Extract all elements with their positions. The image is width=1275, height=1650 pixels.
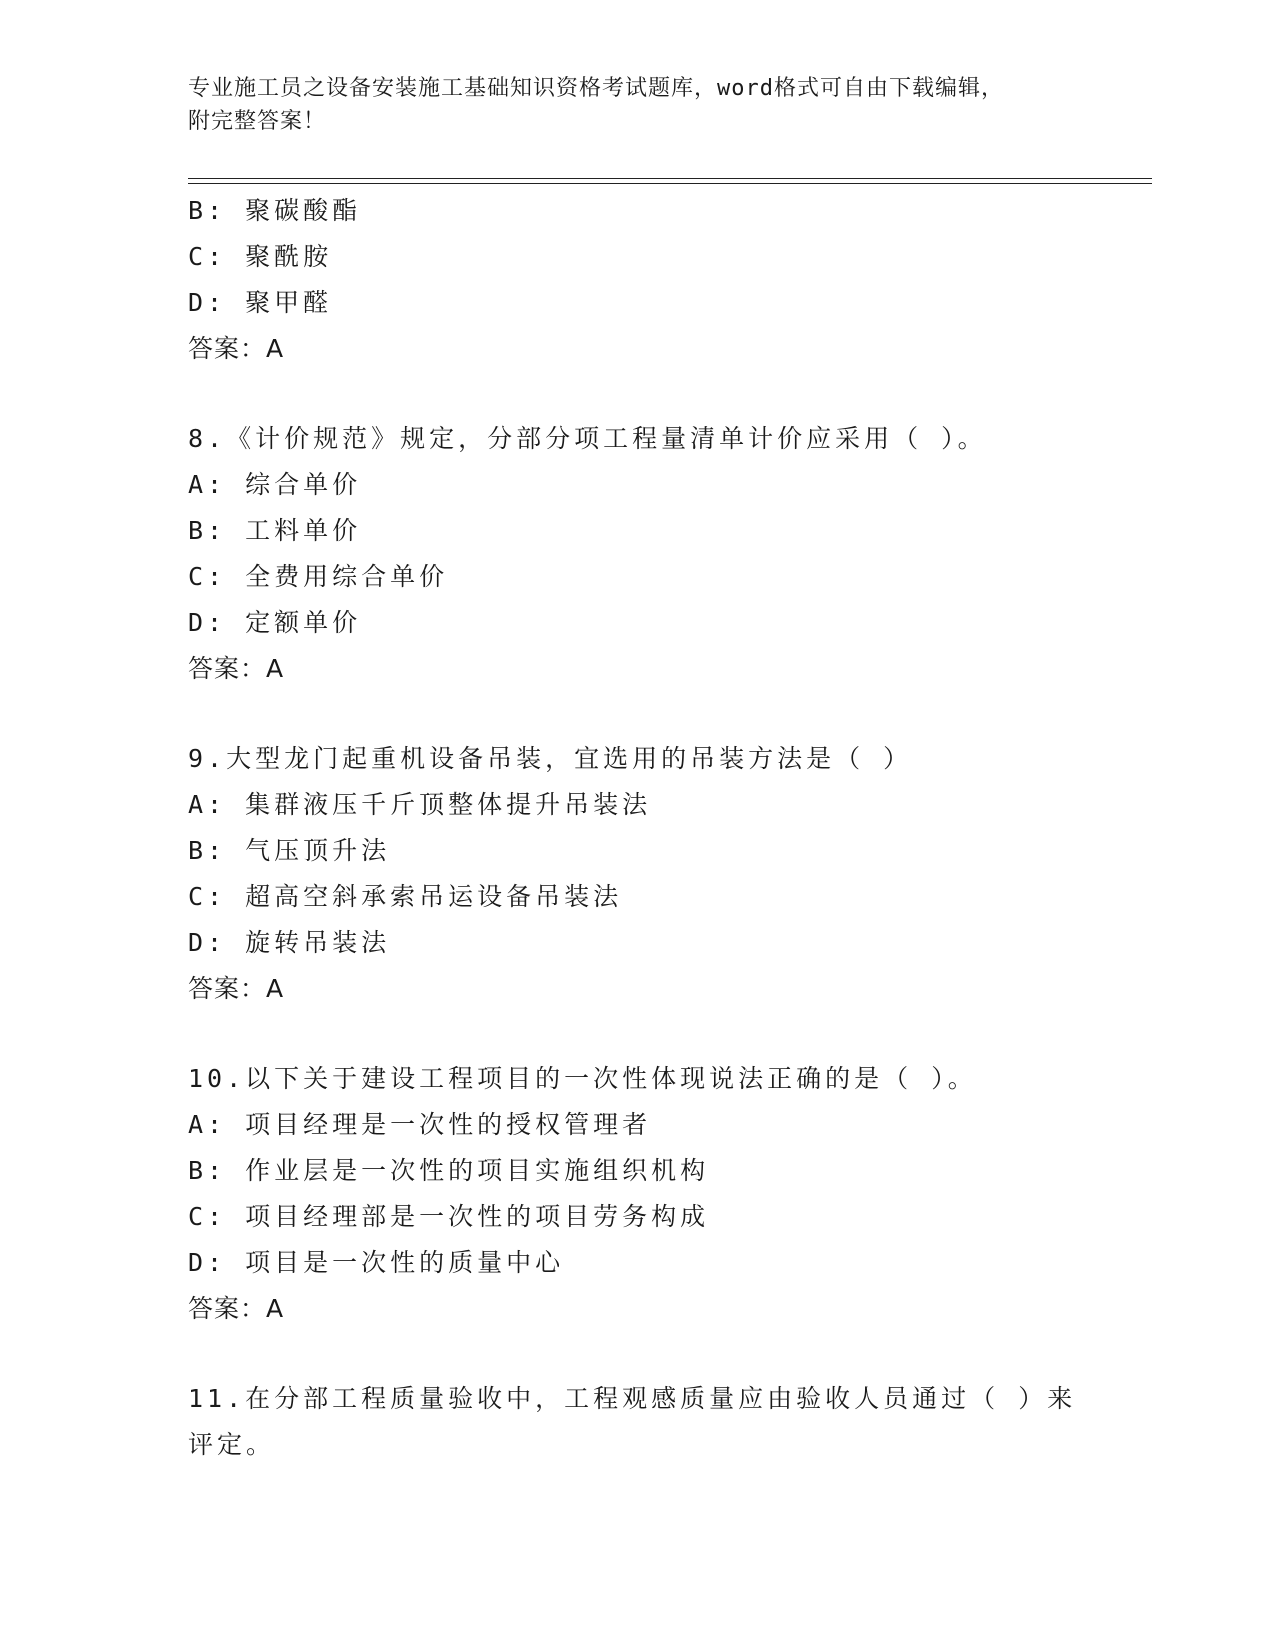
option-c: C: 超高空斜承索吊运设备吊装法: [188, 882, 623, 911]
header-divider-top: [188, 178, 1152, 179]
option-d: D: 定额单价: [188, 608, 362, 637]
answer-line: 答案：A: [188, 334, 285, 363]
option-c: C: 全费用综合单价: [188, 562, 449, 591]
question-stem-line-1: 11.在分部工程质量验收中，工程观感质量应由验收人员通过（ ）来: [188, 1384, 1077, 1413]
option-d: D: 旋转吊装法: [188, 928, 391, 957]
question-stem-line-2: 评定。: [188, 1430, 276, 1459]
option-b: B: 工料单价: [188, 516, 362, 545]
answer-line: 答案：A: [188, 974, 285, 1003]
question-stem: 9.大型龙门起重机设备吊装，宜选用的吊装方法是（ ）: [188, 744, 913, 773]
answer-line: 答案：A: [188, 654, 285, 683]
option-b: B: 作业层是一次性的项目实施组织机构: [188, 1156, 710, 1185]
option-d: D: 项目是一次性的质量中心: [188, 1248, 565, 1277]
answer-line: 答案：A: [188, 1294, 285, 1323]
option-b: B: 聚碳酸酯: [188, 196, 362, 225]
option-b: B: 气压顶升法: [188, 836, 391, 865]
question-list: [188, 188, 1088, 1468]
header-line-1: 专业施工员之设备安装施工基础知识资格考试题库，word格式可自由下载编辑，: [188, 76, 1004, 101]
header-divider-bottom: [188, 183, 1152, 184]
option-d: D: 聚甲醛: [188, 288, 333, 317]
option-c: C: 聚酰胺: [188, 242, 333, 271]
question-stem: 10.以下关于建设工程项目的一次性体现说法正确的是（ ）。: [188, 1064, 977, 1093]
document-header: [188, 72, 1068, 138]
option-c: C: 项目经理部是一次性的项目劳务构成: [188, 1202, 710, 1231]
option-a: A: 综合单价: [188, 470, 362, 499]
option-a: A: 集群液压千斤顶整体提升吊装法: [188, 790, 652, 819]
option-a: A: 项目经理是一次性的授权管理者: [188, 1110, 652, 1139]
question-stem: 8.《计价规范》规定，分部分项工程量清单计价应采用（ ）。: [188, 424, 987, 453]
header-line-2: 附完整答案！: [188, 109, 327, 134]
